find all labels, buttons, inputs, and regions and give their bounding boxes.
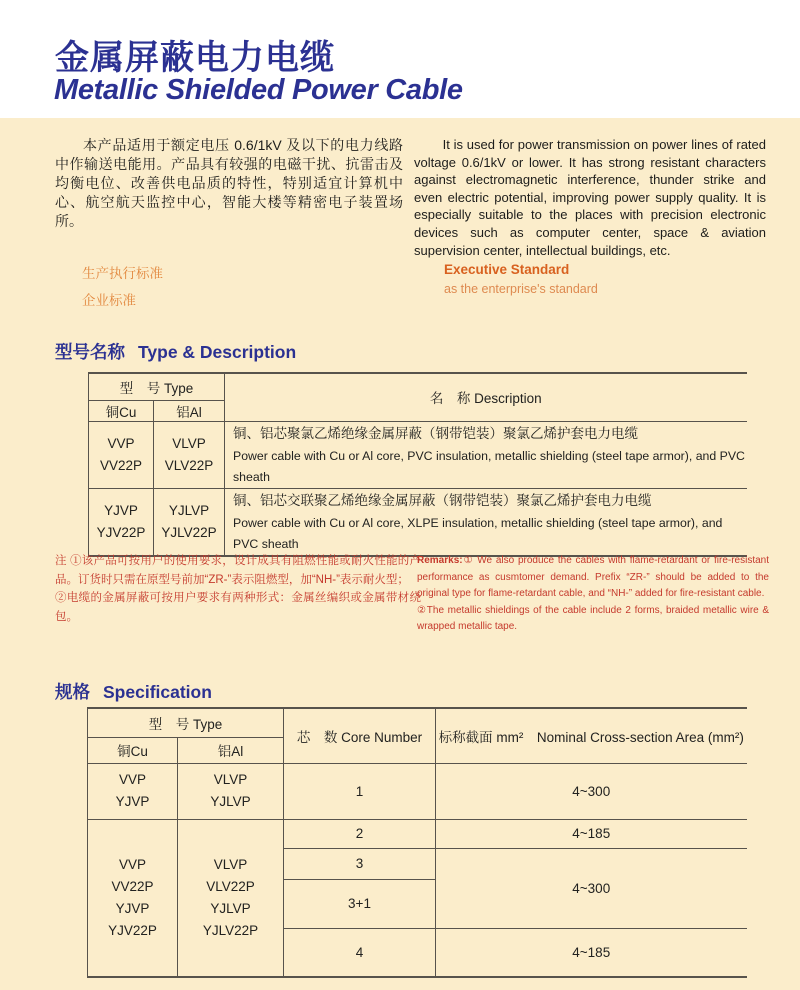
section-heading-specification [55,679,212,704]
standard-line-2: 企业标准 [82,293,136,308]
area-cell: 4~185 [436,819,747,848]
note-paragraph-2: ②电缆的金属屏蔽可按用户要求有两种形式：金属丝编织或金属带材绕包。 [55,592,421,623]
table-header-row [89,373,747,400]
remarks-en [417,553,769,636]
note-paragraph-1: 注 ①该产品可按用户的使用要求，设计成具有阻燃性能或耐火性能的产品。订货时只需在原型号前加“ZR-”表示阻燃型，加“NH-”表示耐火型； [55,555,421,586]
executive-standard-en [444,262,598,296]
al-header-cell: 铝Al [178,737,284,763]
intro-paragraph-zh: 本产品适用于额定电压 0.6/1kV 及以下的电力线路中作输送电能用。产品具有较强的电磁干扰、抗雷击及均衡电位、改善供电品质的特性，特别适宜计算机中心、航空航天监控中心，智能大楼等精密电子装置场所。 [55,137,403,229]
al-type-cell: YJLVP YJLV22P [154,488,225,556]
page-title-zh: 金属屏蔽电力电缆 [55,39,335,77]
specification-table [87,707,747,978]
table-row [89,488,747,556]
area-cell: 4~300 [436,848,747,928]
executive-standard-zh [82,260,163,314]
notes-zh [55,552,421,626]
cu-type-cell: VVP VV22P [89,421,154,488]
remarks-paragraph-1: Remarks:① We also produce the cables with flame-retardant or fire-resistant performance as cusmtomer demand. Prefix “ZR-” should be added to the original type for flame-retardant cable, and “NH-” added for fire-resistant cable. [417,555,769,599]
core-number-cell: 4 [284,928,436,977]
core-number-cell: 3 [284,848,436,879]
core-number-cell: 2 [284,819,436,848]
cu-header-cell: 铜Cu [88,737,178,763]
intro-paragraph-en: It is used for power transmission on power lines of rated voltage 0.6/1kV or lower. It has strong resistant characters against electromagnetic interference, thunder strike and even electric potential, improving power supply quality. It is especially suitable to the places with precision electronic devices such as computer center, space & aviation supervision center, intellectual buildings, etc. [414,137,766,258]
type-header-cell: 型 号 Type [89,373,225,400]
table-row [89,421,747,488]
al-type-cell: VLVP VLV22P [154,421,225,488]
cu-header-cell: 铜Cu [89,400,154,421]
type-description-table [88,372,747,557]
section2-heading-zh: 规格 [55,682,90,702]
table-row-core-2 [88,819,747,848]
remarks-label: Remarks: [417,555,463,566]
section1-heading-en: Type & Description [138,342,297,362]
section-heading-type-description [55,339,296,364]
type-header-cell: 型 号 Type [88,708,284,737]
standard-line-1: 生产执行标准 [82,266,163,281]
description-cell: 铜、铝芯聚氯乙烯绝缘金属屏蔽（钢带铠装）聚氯乙烯护套电力电缆 Power cable with Cu or Al core, PVC insulation, metallic shielding (steel tape armor), and PVC sheath [225,421,747,488]
area-cell: 4~185 [436,928,747,977]
cross-section-header-cell: 标称截面 mm² Nominal Cross-section Area (mm²) [436,708,747,763]
cu-type-cell: YJVP YJV22P [89,488,154,556]
section2-heading-en: Specification [103,682,212,702]
area-cell: 4~300 [436,763,747,819]
executive-standard-title: Executive Standard [444,262,570,277]
description-header-cell: 名 称 Description [225,373,747,421]
executive-standard-subtitle: as the enterprise's standard [444,282,598,296]
al-type-cell: VLVP VLV22P YJLVP YJLV22P [178,819,284,977]
al-header-cell: 铝Al [154,400,225,421]
core-number-cell: 1 [284,763,436,819]
al-type-cell: VLVP YJLVP [178,763,284,819]
core-number-cell: 3+1 [284,879,436,928]
core-number-header-cell: 芯 数 Core Number [284,708,436,763]
section1-heading-zh: 型号名称 [55,342,125,362]
cu-type-cell: VVP VV22P YJVP YJV22P [88,819,178,977]
table-row-single-core [88,763,747,819]
page-title-en: Metallic Shielded Power Cable [54,74,463,106]
description-cell: 铜、铝芯交联聚乙烯绝缘金属屏蔽（钢带铠装）聚氯乙烯护套电力电缆 Power cable with Cu or Al core, XLPE insulation, metallic shielding (steel tape armor), and PVC sheath [225,488,747,556]
remarks-paragraph-2: ②The metallic shieldings of the cable include 2 forms, braided metallic wire & wrapped metallic tape. [417,604,769,632]
cu-type-cell: VVP YJVP [88,763,178,819]
table-header-row [88,708,747,737]
